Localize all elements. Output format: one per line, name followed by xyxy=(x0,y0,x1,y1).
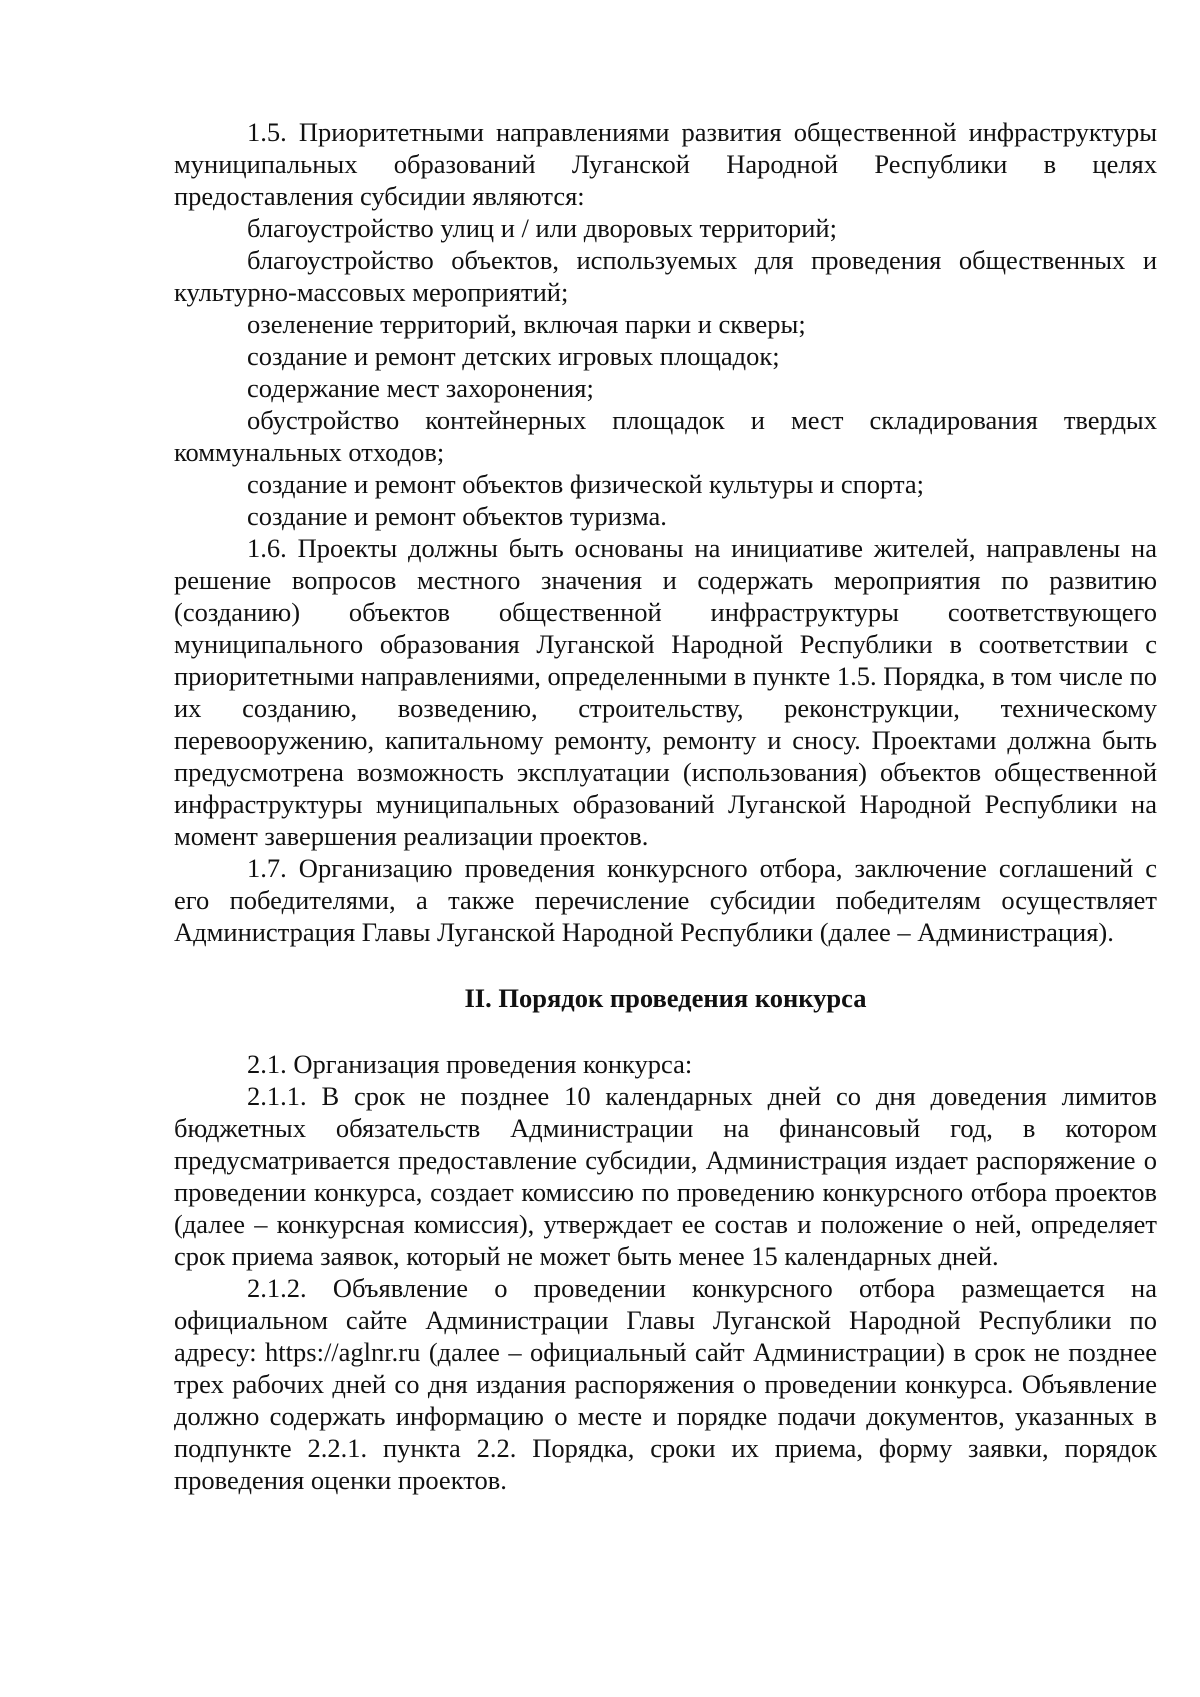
spacer xyxy=(174,948,1157,982)
priority-item: создание и ремонт детских игровых площадок; xyxy=(247,341,780,371)
paragraph-2-1-2: 2.1.2. Объявление о проведении конкурсного отбора размещается на официальном сайте Администрации Главы Луганской Народной Республики по адресу: https://aglnr.ru (далее – официальный сайт Администрации) в срок не позднее трех рабочих дней со дня издания распоряжения о проведении конкурса. Объявление должно содержать информацию о месте и порядке подачи документов, указанных в подпункте 2.2.1. пункта 2.2. Порядка, сроки их приема, форму заявки, порядок проведения оценки проектов. xyxy=(174,1273,1157,1495)
section-heading: II. Порядок проведения конкурса xyxy=(464,983,867,1013)
priority-item: создание и ремонт объектов туризма. xyxy=(247,501,667,531)
spacer xyxy=(174,1014,1157,1048)
document-body xyxy=(174,116,1157,1496)
priority-item: обустройство контейнерных площадок и мест складирования твердых коммунальных отходов; xyxy=(174,405,1157,467)
paragraph-1-5: 1.5. Приоритетными направлениями развития общественной инфраструктуры муниципальных образований Луганской Народной Республики в целях предоставления субсидии являются: xyxy=(174,117,1157,211)
priority-item: благоустройство улиц и / или дворовых территорий; xyxy=(247,213,837,243)
paragraph-1-7: 1.7. Организацию проведения конкурсного отбора, заключение соглашений с его победителями, а также перечисление субсидии победителям осуществляет Администрация Главы Луганской Народной Республики (далее – Администрация). xyxy=(174,853,1157,947)
priority-item: озеленение территорий, включая парки и скверы; xyxy=(247,309,806,339)
priority-item: создание и ремонт объектов физической культуры и спорта; xyxy=(247,469,924,499)
priority-item: содержание мест захоронения; xyxy=(247,373,594,403)
paragraph-2-1: 2.1. Организация проведения конкурса: xyxy=(247,1049,693,1079)
paragraph-2-1-1: 2.1.1. В срок не позднее 10 календарных дней со дня доведения лимитов бюджетных обязательств Администрации на финансовый год, в котором предусматривается предоставление субсидии, Администрация издает распоряжение о проведении конкурса, создает комиссию по проведению конкурсного отбора проектов (далее – конкурсная комиссия), утверждает ее состав и положение о ней, определяет срок приема заявок, который не может быть менее 15 календарных дней. xyxy=(174,1081,1157,1271)
paragraph-1-6: 1.6. Проекты должны быть основаны на инициативе жителей, направлены на решение вопросов местного значения и содержать мероприятия по развитию (созданию) объектов общественной инфраструктуры соответствующего муниципального образования Луганской Народной Республики в соответствии с приоритетными направлениями, определенными в пункте 1.5. Порядка, в том числе по их созданию, возведению, строительству, реконструкции, техническому перевооружению, капитальному ремонту, ремонту и сносу. Проектами должна быть предусмотрена возможность эксплуатации (использования) объектов общественной инфраструктуры муниципальных образований Луганской Народной Республики на момент завершения реализации проектов. xyxy=(174,533,1157,851)
priority-item: благоустройство объектов, используемых для проведения общественных и культурно-массовых мероприятий; xyxy=(174,245,1157,307)
